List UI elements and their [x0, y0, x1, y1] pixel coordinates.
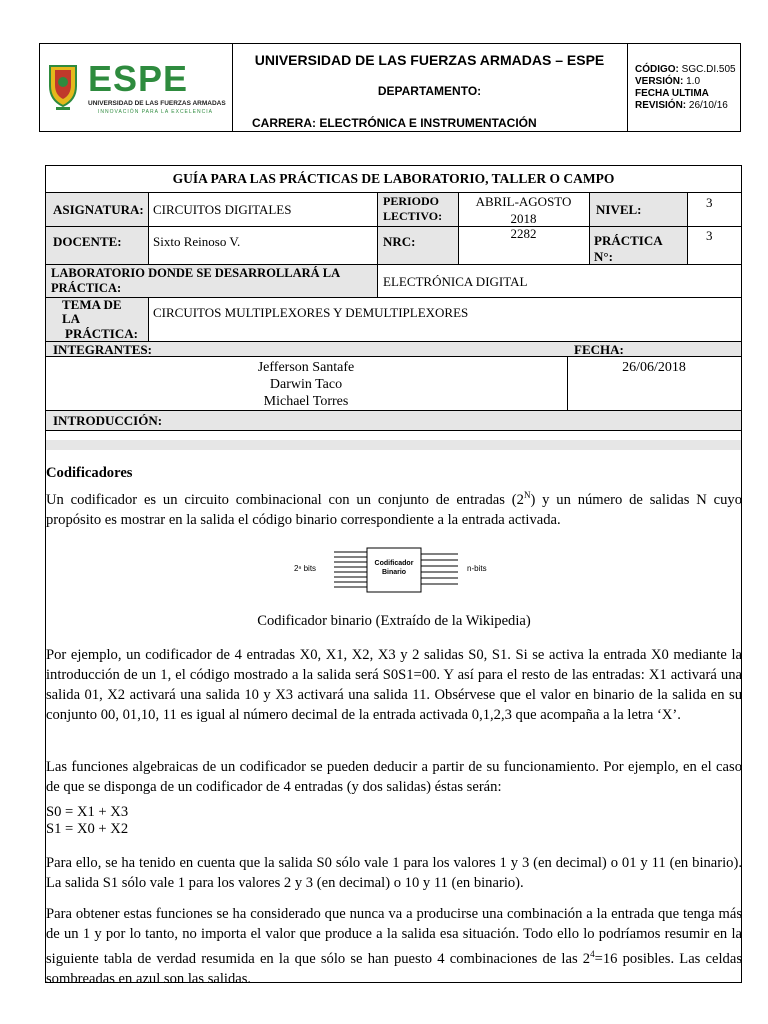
diagram-box-label-2: Binario [381, 569, 407, 576]
paragraph-2: Por ejemplo, un codificador de 4 entradas X0, X1, X2, X3 y 2 salidas S0, S1. Si se activa la entrada X0 mediante la introducción de un 1, el código mostrado a la salida será S0S1=00. Y así para el resto de las entradas: X1 activará una salida 01, X2 activará una salida 10 y X3 activará una salida 11. Obsérvese que el valor en binario de la salida en su conjunto 00, 01,10, 11 es igual al número decimal de la entrada activada 0,1,2,3 que acompaña a la letra ‘X’. [46, 647, 742, 723]
periodo-label-1: PERIODO [383, 194, 440, 208]
introduccion-label: INTRODUCCIÓN: [53, 413, 163, 428]
university-name: UNIVERSIDAD DE LAS FUERZAS ARMADAS – ESPE [254, 52, 605, 68]
paragraph-4: Para ello, se ha tenido en cuenta que la salida S0 sólo vale 1 para los valores 1 y 3 (en decimal) o 01 y 11 (en binario). La salida S1 sólo vale 1 para los valores 2 y 3 (en decimal) o 10 y 11 (en binario). [46, 855, 742, 891]
member-3: Michael Torres [263, 394, 349, 409]
paragraph-3: Las funciones algebraicas de un codificador se pueden deducir a partir de su funcionamiento. Por ejemplo, en el caso de que se disponga de un codificador de 4 entradas (y dos salidas) éstas serán: [46, 759, 742, 795]
nrc-value: 2282 [510, 226, 537, 241]
diagram-box-label-1: Codificador [374, 560, 414, 567]
document-meta-cell [627, 44, 740, 131]
equation-2: S1 = X0 + X2 [46, 821, 129, 837]
asignatura-label: ASIGNATURA: [53, 202, 144, 217]
periodo-value-1: ABRIL-AGOSTO [475, 194, 572, 209]
tema-label-2: LA [62, 311, 81, 326]
fecha-ultima-label: FECHA ULTIMA [635, 88, 709, 99]
version-label: VERSIÓN: [635, 76, 684, 87]
tema-value: CIRCUITOS MULTIPLEXORES Y DEMULTIPLEXORES [153, 305, 469, 320]
encoder-diagram [290, 540, 500, 600]
section-heading: Codificadores [46, 465, 133, 481]
codigo-label: CÓDIGO: [635, 64, 679, 75]
logo-subtitle-2: INNOVACIÓN PARA LA EXCELENCIA [98, 109, 213, 115]
revision-value: 26/10/16 [688, 100, 728, 111]
periodo-value-2: 2018 [510, 211, 537, 226]
practica-label-2: N°: [594, 249, 613, 264]
integrantes-label: INTEGRANTES: [53, 342, 152, 357]
codigo-value: SGC.DI.505 [681, 64, 736, 75]
career-label: CARRERA: ELECTRÓNICA E INSTRUMENTACIÓN [252, 116, 537, 130]
practica-label-1: PRÁCTICA [594, 233, 663, 248]
version-value: 1.0 [686, 76, 701, 87]
equation-1: S0 = X1 + X3 [46, 804, 129, 820]
nivel-value: 3 [706, 195, 713, 210]
paragraph-1: Un codificador es un circuito combinacional con un conjunto de entradas $(2^N)$ y un número de salidas N cuyo propósito es mostrar en la salida el código binario correspondiente a la entrada activada. [46, 490, 742, 528]
member-1: Jefferson Santafe [257, 360, 355, 375]
member-2: Darwin Taco [269, 377, 343, 392]
header-title-cell [232, 44, 628, 131]
logo-text: ESPE [88, 58, 189, 99]
paragraph-5: Para obtener estas funciones se ha considerado que nunca va a producirse una combinación a la entrada que tenga más de un 1 y por lo tanto, no importa el valor que produce a la salida esa situación. Todo ello lo podríamos resumir en la siguiente tabla de verdad resumida en la que sólo se han puesto 4 combinaciones de las $2^4=16$ posibles. Las celdas sombreadas en azul son las salidas. [46, 906, 743, 987]
periodo-label-2: LECTIVO: [383, 209, 443, 223]
nivel-label: NIVEL: [596, 202, 642, 217]
logo-cell [40, 44, 233, 131]
lab-label-1: LABORATORIO DONDE SE DESARROLLARÁ LA [51, 266, 341, 280]
guide-title: GUÍA PARA LAS PRÁCTICAS DE LABORATORIO, TALLER O CAMPO [172, 171, 615, 186]
revision-label: REVISIÓN: [635, 100, 687, 111]
lab-label-2: PRÁCTICA: [51, 281, 122, 295]
asignatura-value: CIRCUITOS DIGITALES [153, 202, 292, 217]
fecha-value: 26/06/2018 [622, 360, 686, 375]
nrc-label: NRC: [383, 234, 416, 249]
document-header [39, 43, 741, 132]
logo-subtitle-1: UNIVERSIDAD DE LAS FUERZAS ARMADAS [88, 100, 226, 107]
department-label: DEPARTAMENTO: [377, 84, 482, 98]
docente-label: DOCENTE: [53, 234, 122, 249]
diagram-input-label: 2ⁿ bits [294, 564, 317, 573]
espe-logo [46, 60, 226, 118]
figure-caption: Codificador binario (Extraído de la Wikipedia) [257, 613, 531, 629]
tema-label-3: PRÁCTICA: [65, 326, 138, 341]
docente-value: Sixto Reinoso V. [153, 234, 241, 249]
diagram-output-label: n-bits [467, 564, 487, 573]
practica-value: 3 [706, 228, 713, 243]
lab-value: ELECTRÓNICA DIGITAL [383, 274, 528, 289]
tema-label-1: TEMA DE [62, 297, 122, 312]
fecha-label: FECHA: [574, 342, 624, 357]
